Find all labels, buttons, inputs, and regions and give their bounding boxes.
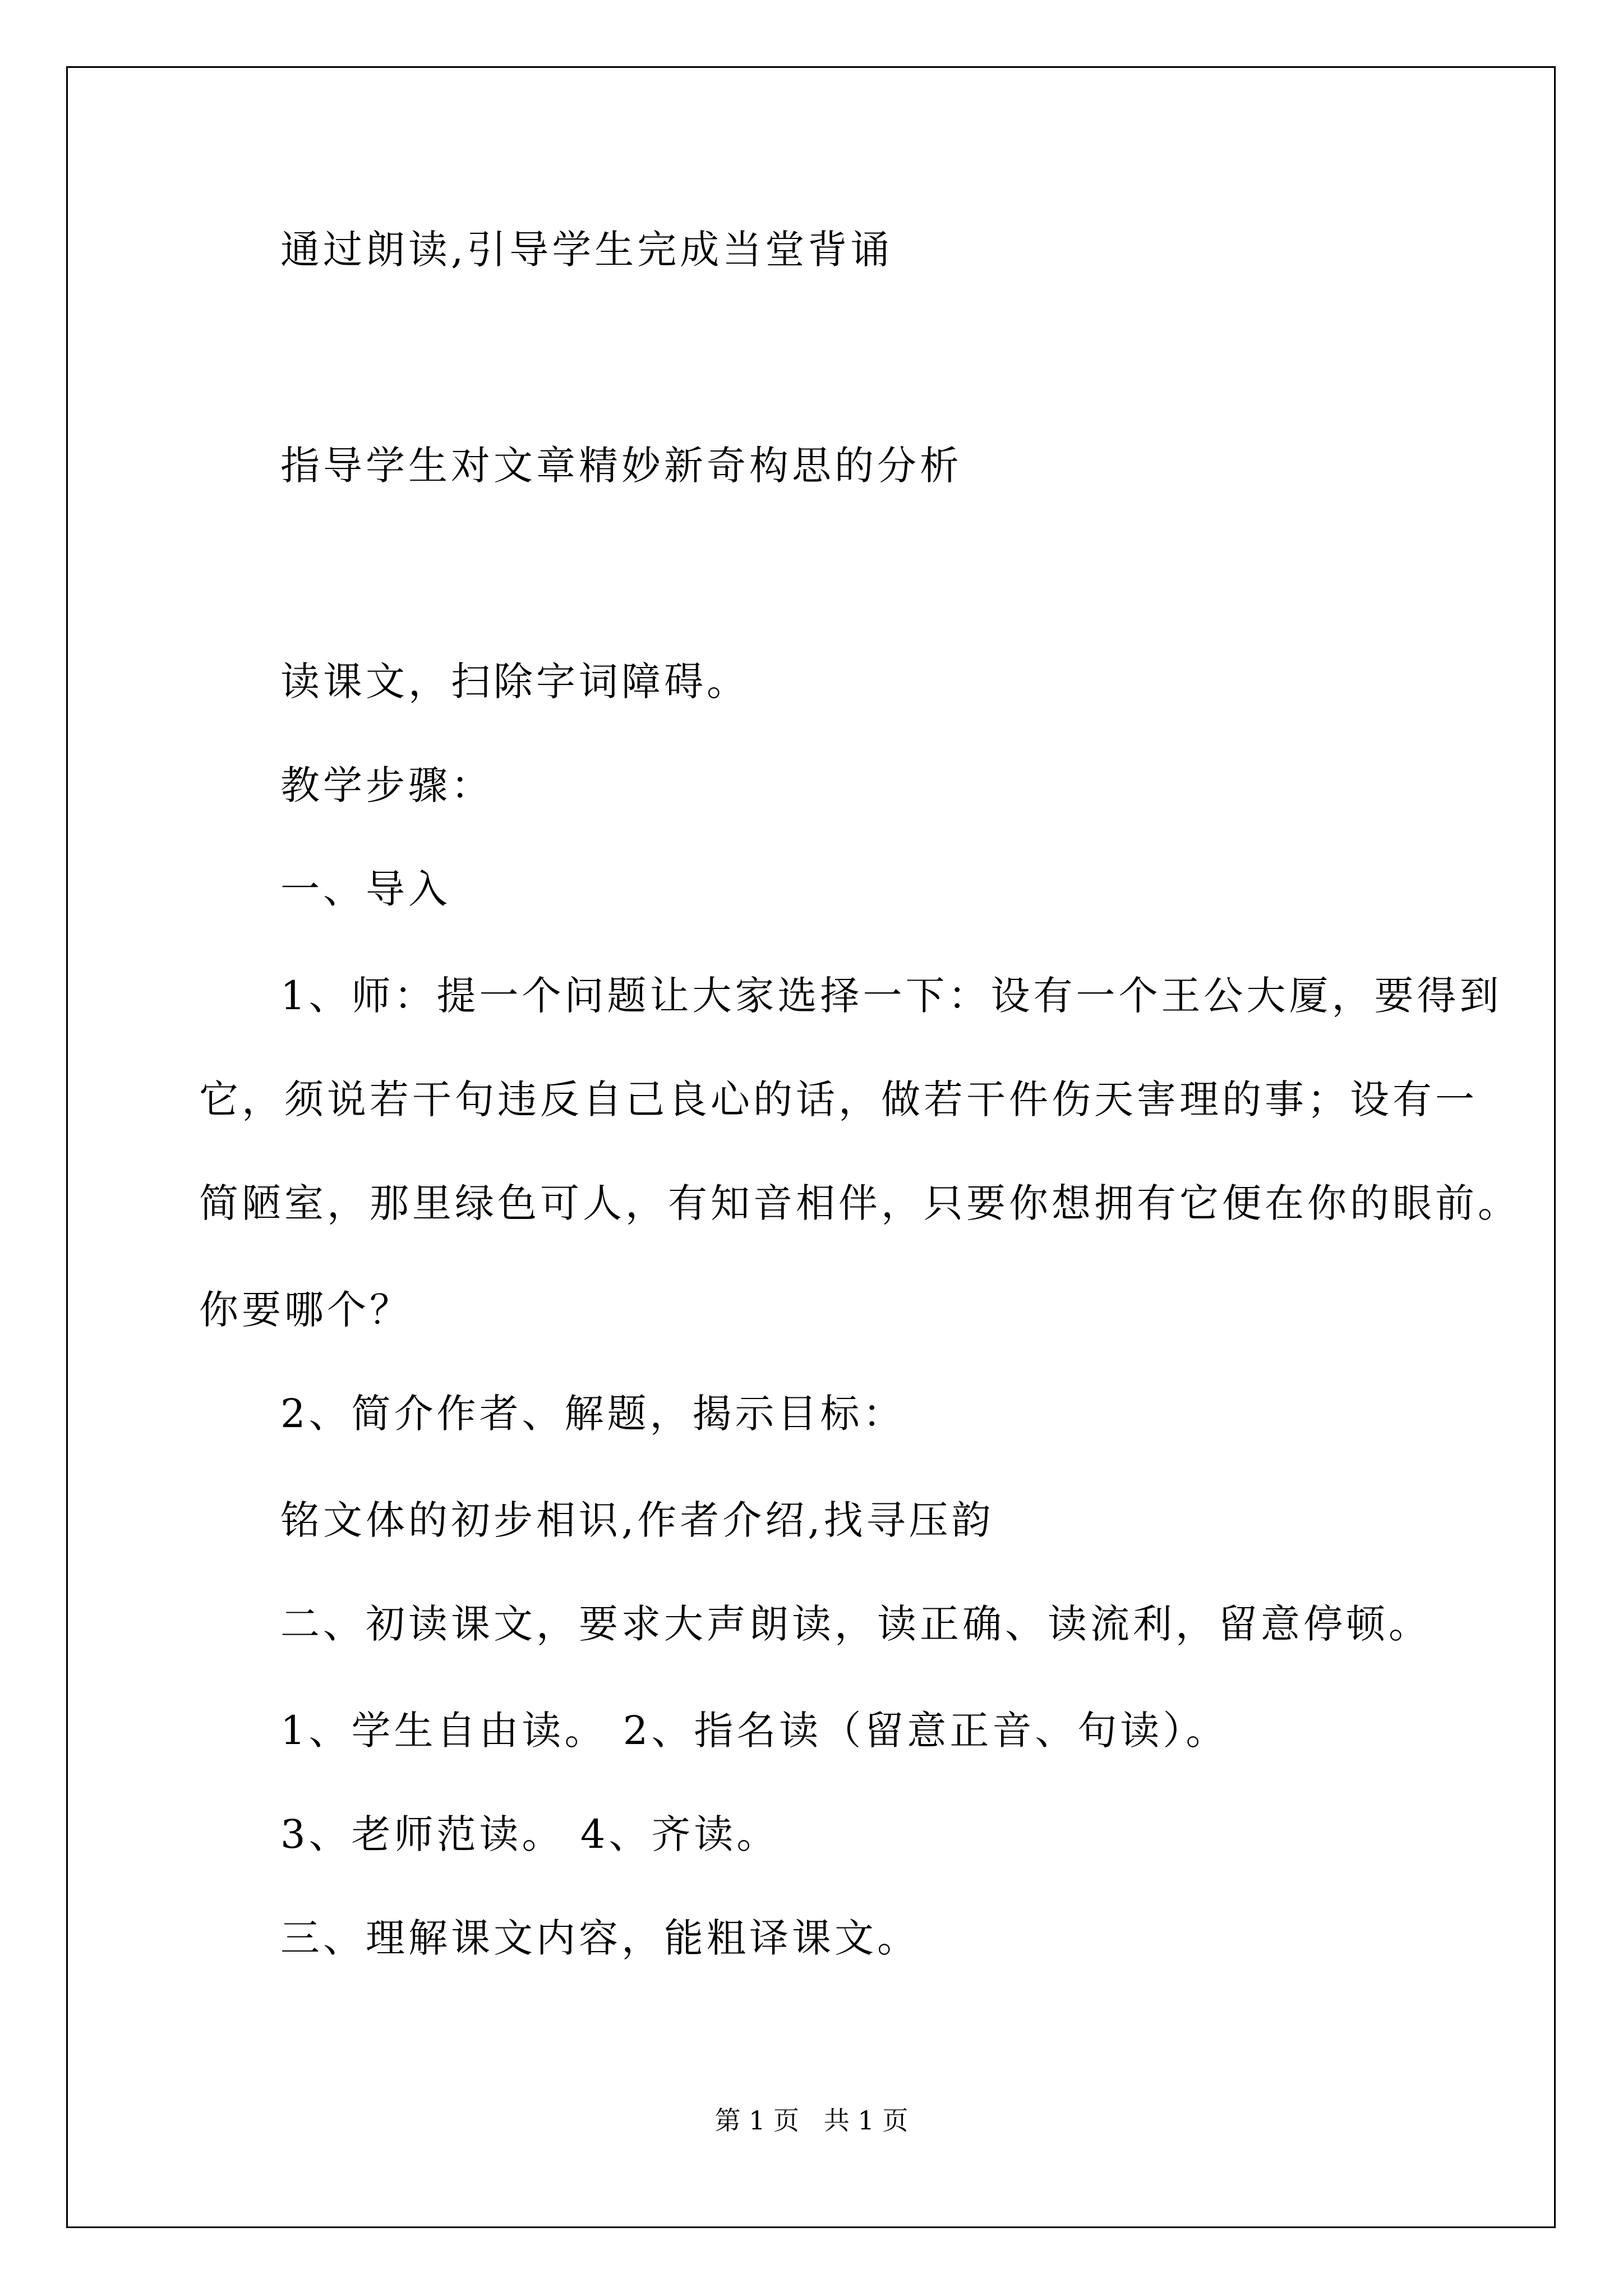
text-line-6: 1、师：提一个问题让大家选择一下：设有一个王公大厦，要得到 bbox=[280, 973, 1502, 1019]
text-line-7: 它，须说若干句违反自己良心的话，做若干件伤天害理的事；设有一 bbox=[199, 1076, 1478, 1122]
text-line-4: 教学步骤： bbox=[280, 762, 494, 808]
text-line-11: 铭文体的初步相识,作者介绍,找寻压韵 bbox=[280, 1497, 994, 1543]
text-line-8: 简陋室，那里绿色可人，有知音相伴，只要你想拥有它便在你的眼前。 bbox=[199, 1180, 1520, 1226]
page-border bbox=[66, 66, 1556, 2228]
text-line-14: 3、老师范读。 4、齐读。 bbox=[280, 1811, 780, 1857]
text-line-5: 一、导入 bbox=[280, 866, 451, 912]
text-line-12: 二、初读课文，要求大声朗读，读正确、读流利，留意停顿。 bbox=[280, 1601, 1431, 1647]
text-line-15: 三、理解课文内容，能粗译课文。 bbox=[280, 1915, 920, 1961]
text-line-3: 读课文，扫除字词障碍。 bbox=[280, 659, 749, 705]
text-line-10: 2、简介作者、解题，揭示目标： bbox=[280, 1391, 906, 1437]
page-footer: 第 1 页 共 1 页 bbox=[714, 2105, 909, 2136]
text-line-2: 指导学生对文章精妙新奇构思的分析 bbox=[280, 443, 962, 489]
text-line-9: 你要哪个？ bbox=[199, 1287, 412, 1333]
text-line-13: 1、学生自由读。 2、指名读（留意正音、句读）。 bbox=[280, 1708, 1229, 1754]
text-line-1: 通过朗读,引导学生完成当堂背诵 bbox=[280, 227, 893, 273]
